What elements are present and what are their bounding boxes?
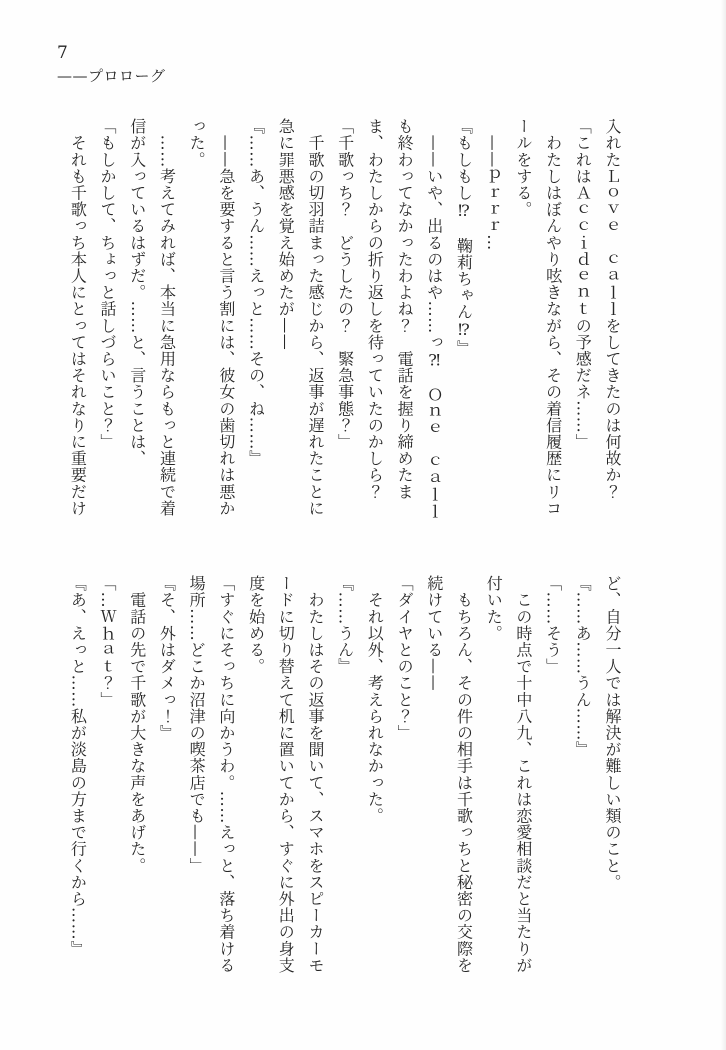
text-line: 「……そう」	[543, 575, 563, 675]
text-line: 『そ、外はダメっ！』	[157, 575, 177, 741]
text-line: ……考えてみれば、本当に急用ならもっと連続で着	[157, 118, 177, 517]
page-header	[57, 42, 166, 86]
page-number: 7	[57, 43, 69, 63]
text-line: ま、わたしからの折り返しを待っていたのかしら？	[365, 118, 385, 500]
text-line: 「千歌っち？ どうしたの？ 緊急事態？」	[335, 118, 355, 450]
text-line: それ以外、考えられなかった。	[365, 575, 385, 824]
text-line: 付いた。	[484, 575, 504, 642]
text-line: 信が入っているはずだ。……と、言うことは、	[127, 118, 147, 467]
text-line: 「もしかして、ちょっと話しづらいこと？」	[98, 118, 118, 450]
running-header-prologue: ——プロローグ	[57, 67, 166, 85]
text-line: 『……うん』	[335, 575, 355, 675]
text-line: も終わってなかったわよね？ 電話を握り締めたま	[395, 118, 415, 500]
text-line: 「ダイヤとのこと？」	[395, 575, 415, 741]
text-line: 『……あ……うん……』	[573, 575, 593, 758]
text-line: 『あ、えっと……私が淡島の方まで行くから……』	[68, 575, 88, 957]
text-line: 『……あ、うん……えっと……その、ね……』	[246, 118, 266, 467]
text-line: わたしはその返事を聞いて、スマホをスピーカーモ	[305, 575, 325, 974]
text-line: 「これはＡｃｃｉｄｅｎｔの予感だネ……」	[573, 118, 593, 450]
text-line: 急に罪悪感を覚え始めたが——	[276, 118, 296, 351]
text-line: 場所……どこか沼津の喫茶店でも——」	[187, 575, 207, 874]
text-line: ——いや、出るのはや……っ⁈ Ｏｎｅ ｃａｌｌ	[424, 118, 444, 520]
scan-edge-shading	[721, 0, 726, 1050]
text-line: った。	[187, 118, 207, 168]
text-line: ードに切り替えて机に置いてから、すぐに外出の身支	[276, 575, 296, 974]
text-line: 千歌の切羽詰まった感じから、返事が遅れたことに	[305, 118, 325, 517]
text-line: もちろん、その件の相手は千歌っちと秘密の交際を	[454, 575, 474, 974]
text-line: ——急を要すると言う割には、彼女の歯切れは悪か	[216, 118, 236, 517]
text-line: 『もしもし⁉ 鞠莉ちゃん⁉』	[454, 118, 474, 357]
text-line: それも千歌っち本人にとってはそれなりに重要だけ	[68, 118, 88, 517]
text-line: 入れたＬｏｖｅ ｃａｌｌをしてきたのは何故か？	[603, 118, 622, 500]
text-line: わたしはぼんやり呟きながら、その着信履歴にリコ	[543, 118, 563, 517]
text-line: ——ｐｒｒｒ…	[484, 118, 504, 251]
text-line: 「…Ｗｈａｔ？」	[98, 575, 118, 708]
text-line: ールをする。	[513, 118, 533, 218]
text-band-bottom	[63, 575, 627, 974]
text-line: この時点で十中八九、これは恋愛相談だと当たりが	[513, 575, 533, 974]
text-line: 「すぐにそっちに向かうわ。……えっと、落ち着ける	[216, 575, 236, 974]
text-line: ど、自分一人では解決が難しい類のこと。	[603, 575, 622, 891]
text-line: 度を始める。	[246, 575, 266, 675]
text-line: 続けている——	[424, 575, 444, 692]
text-line: 電話の先で千歌が大きな声をあげた。	[127, 575, 147, 874]
text-band-top	[63, 118, 627, 520]
